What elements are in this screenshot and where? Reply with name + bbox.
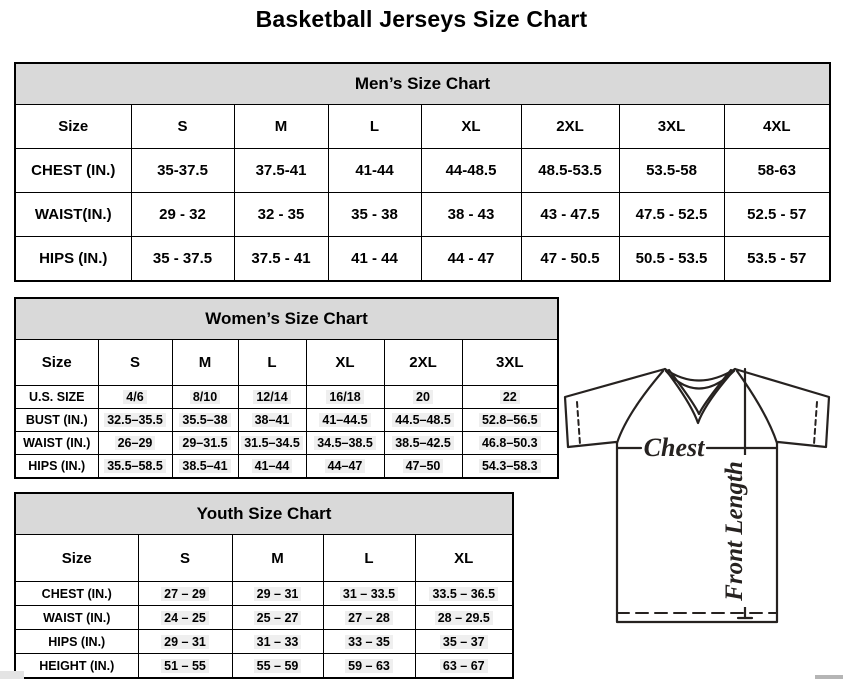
size-cell: 3XL (462, 340, 558, 386)
page-title: Basketball Jerseys Size Chart (255, 6, 588, 32)
measure-row (15, 455, 558, 479)
measure-value-cell (172, 432, 238, 455)
measure-value-cell (238, 432, 306, 455)
measure-label: HIPS (IN.) (15, 455, 98, 479)
measure-value-cell (619, 193, 724, 237)
measure-row (15, 193, 830, 237)
cell-value: 29 – 31 (161, 635, 209, 649)
measure-value-cell (238, 409, 306, 432)
measure-row (15, 654, 513, 679)
size-cell: 2XL (384, 340, 462, 386)
cell-value: 41–44 (252, 459, 293, 473)
cell-value: 35 - 38 (351, 206, 398, 223)
cell-value: 38.5–42.5 (392, 436, 454, 450)
measure-value-cell (138, 582, 232, 606)
cell-value: 29 – 31 (254, 587, 302, 601)
cell-value: 20 (413, 390, 433, 404)
cell-value: 35.5–58.5 (104, 459, 166, 473)
measure-value-cell (724, 193, 830, 237)
cell-value: 22 (500, 390, 520, 404)
cell-value: 35-37.5 (157, 162, 208, 179)
size-cell: S (138, 535, 232, 582)
measure-value-cell (521, 193, 619, 237)
youth-size-table (14, 492, 514, 679)
measure-value-cell (131, 149, 234, 193)
cell-value: 53.5 - 57 (747, 250, 807, 267)
measure-value-cell (306, 386, 384, 409)
size-cell: L (328, 105, 421, 149)
measure-value-cell (421, 149, 521, 193)
measure-value-cell (724, 149, 830, 193)
cell-value: 4/6 (123, 390, 146, 404)
cell-value: 37.5-41 (255, 162, 307, 179)
cell-value: 12/14 (253, 390, 290, 404)
measure-value-cell (234, 149, 328, 193)
measure-value-cell (232, 582, 323, 606)
measure-label: WAIST (IN.) (15, 432, 98, 455)
youth-table-body (15, 493, 513, 678)
measure-value-cell (619, 149, 724, 193)
measure-value-cell (415, 606, 513, 630)
cell-value: 32.5–35.5 (104, 413, 166, 427)
measure-value-cell (98, 386, 172, 409)
cell-value: 52.5 - 57 (747, 206, 807, 223)
selection-artifact (0, 671, 24, 679)
table-title: Women’s Size Chart (15, 298, 558, 340)
measure-value-cell (172, 455, 238, 479)
size-label: Size (15, 105, 131, 149)
measure-value-cell (131, 193, 234, 237)
cell-value: 53.5-58 (646, 162, 697, 179)
measure-row (15, 386, 558, 409)
measure-value-cell (238, 386, 306, 409)
table-title: Youth Size Chart (15, 493, 513, 535)
size-cell: L (238, 340, 306, 386)
measure-value-cell (323, 654, 415, 679)
measure-value-cell (98, 432, 172, 455)
measure-value-cell (384, 432, 462, 455)
measure-value-cell (415, 630, 513, 654)
cell-value: 35.5–38 (179, 413, 230, 427)
measure-label: CHEST (IN.) (15, 582, 138, 606)
cell-value: 25 – 27 (254, 611, 302, 625)
cell-value: 33.5 – 36.5 (429, 587, 498, 601)
cell-value: 47.5 - 52.5 (635, 206, 708, 223)
mens-table-body (15, 63, 830, 281)
jersey-outline-shape (565, 369, 829, 622)
measure-value-cell (98, 409, 172, 432)
cell-value: 63 – 67 (440, 659, 488, 673)
measure-label: HEIGHT (IN.) (15, 654, 138, 679)
measure-value-cell (238, 455, 306, 479)
measure-value-cell (462, 432, 558, 455)
cell-value: 58-63 (757, 162, 796, 179)
size-cell: 2XL (521, 105, 619, 149)
measure-label: HIPS (IN.) (15, 237, 131, 282)
measure-value-cell (521, 237, 619, 282)
measure-value-cell (138, 606, 232, 630)
measure-value-cell (384, 409, 462, 432)
table-title: Men’s Size Chart (15, 63, 830, 105)
cell-value: 35 – 37 (440, 635, 488, 649)
measure-value-cell (306, 432, 384, 455)
cell-value: 34.5–38.5 (314, 436, 376, 450)
measure-row (15, 432, 558, 455)
size-cell: S (98, 340, 172, 386)
table-title-row (15, 63, 830, 105)
measure-value-cell (138, 654, 232, 679)
scrollbar-fragment[interactable] (815, 675, 843, 679)
size-cell: M (232, 535, 323, 582)
cell-value: 48.5-53.5 (538, 162, 602, 179)
measure-value-cell (306, 409, 384, 432)
cell-value: 50.5 - 53.5 (635, 250, 708, 267)
measure-label: BUST (IN.) (15, 409, 98, 432)
size-label: Size (15, 340, 98, 386)
cell-value: 37.5 - 41 (251, 250, 311, 267)
measure-value-cell (138, 630, 232, 654)
measure-value-cell (234, 237, 328, 282)
womens-size-table (14, 297, 559, 479)
cell-value: 35 - 37.5 (152, 250, 213, 267)
measure-value-cell (328, 193, 421, 237)
measure-value-cell (323, 606, 415, 630)
measure-row (15, 582, 513, 606)
size-header-row (15, 535, 513, 582)
measure-value-cell (421, 193, 521, 237)
measure-value-cell (384, 386, 462, 409)
cell-value: 41–44.5 (319, 413, 370, 427)
cell-value: 43 - 47.5 (540, 206, 600, 223)
cell-value: 54.3–58.3 (479, 459, 541, 473)
measure-value-cell (232, 654, 323, 679)
size-header-row (15, 105, 830, 149)
cell-value: 38 - 43 (447, 206, 495, 223)
cell-value: 44 - 47 (447, 250, 495, 267)
measure-value-cell (234, 193, 328, 237)
measure-value-cell (232, 606, 323, 630)
measure-value-cell (172, 409, 238, 432)
cell-value: 29–31.5 (179, 436, 230, 450)
cell-value: 52.8–56.5 (479, 413, 541, 427)
measure-row (15, 149, 830, 193)
mens-size-table (14, 62, 831, 282)
womens-table-body (15, 298, 558, 478)
measure-value-cell (415, 582, 513, 606)
measure-value-cell (131, 237, 234, 282)
measure-row (15, 630, 513, 654)
cell-value: 38.5–41 (179, 459, 230, 473)
measure-value-cell (172, 386, 238, 409)
cell-value: 41-44 (355, 162, 394, 179)
measure-value-cell (462, 455, 558, 479)
size-cell: L (323, 535, 415, 582)
cell-value: 59 – 63 (345, 659, 393, 673)
size-cell: 4XL (724, 105, 830, 149)
measure-value-cell (328, 149, 421, 193)
cell-value: 46.8–50.3 (479, 436, 541, 450)
measure-value-cell (724, 237, 830, 282)
cell-value: 26–29 (115, 436, 156, 450)
cell-value: 33 – 35 (345, 635, 393, 649)
cell-value: 44–47 (325, 459, 366, 473)
size-cell: XL (306, 340, 384, 386)
measure-value-cell (415, 654, 513, 679)
measure-label: WAIST (IN.) (15, 606, 138, 630)
cell-value: 44-48.5 (445, 162, 497, 179)
measure-row (15, 606, 513, 630)
cell-value: 31 – 33 (254, 635, 302, 649)
measure-value-cell (462, 409, 558, 432)
size-cell: 3XL (619, 105, 724, 149)
cell-value: 31.5–34.5 (241, 436, 303, 450)
chest-measure-label: Chest (643, 433, 705, 462)
measure-value-cell (328, 237, 421, 282)
cell-value: 38–41 (252, 413, 293, 427)
table-title-row (15, 493, 513, 535)
jersey-measurement-diagram (555, 355, 843, 655)
measure-row (15, 237, 830, 282)
cell-value: 8/10 (190, 390, 220, 404)
cell-value: 51 – 55 (161, 659, 209, 673)
measure-value-cell (619, 237, 724, 282)
cell-value: 24 – 25 (161, 611, 209, 625)
size-cell: M (234, 105, 328, 149)
measure-value-cell (521, 149, 619, 193)
size-label: Size (15, 535, 138, 582)
measure-value-cell (421, 237, 521, 282)
cell-value: 47 - 50.5 (540, 250, 600, 267)
measure-value-cell (98, 455, 172, 479)
table-title-row (15, 298, 558, 340)
cell-value: 16/18 (326, 390, 363, 404)
cell-value: 32 - 35 (257, 206, 305, 223)
cell-value: 29 - 32 (159, 206, 206, 223)
size-header-row (15, 340, 558, 386)
measure-value-cell (323, 630, 415, 654)
measure-value-cell (323, 582, 415, 606)
size-cell: M (172, 340, 238, 386)
measure-label: WAIST(IN.) (15, 193, 131, 237)
cell-value: 28 – 29.5 (435, 611, 493, 625)
cell-value: 47–50 (403, 459, 444, 473)
cell-value: 27 – 28 (345, 611, 393, 625)
measure-label: U.S. SIZE (15, 386, 98, 409)
measure-row (15, 409, 558, 432)
cell-value: 41 - 44 (351, 250, 398, 267)
front-length-measure-label: Front Length (721, 461, 748, 601)
cell-value: 27 – 29 (161, 587, 209, 601)
cell-value: 31 – 33.5 (340, 587, 398, 601)
size-cell: XL (421, 105, 521, 149)
size-cell: S (131, 105, 234, 149)
cell-value: 44.5–48.5 (392, 413, 454, 427)
measure-label: HIPS (IN.) (15, 630, 138, 654)
measure-value-cell (232, 630, 323, 654)
measure-value-cell (384, 455, 462, 479)
size-cell: XL (415, 535, 513, 582)
measure-value-cell (462, 386, 558, 409)
cell-value: 55 – 59 (254, 659, 302, 673)
measure-label: CHEST (IN.) (15, 149, 131, 193)
measure-value-cell (306, 455, 384, 479)
